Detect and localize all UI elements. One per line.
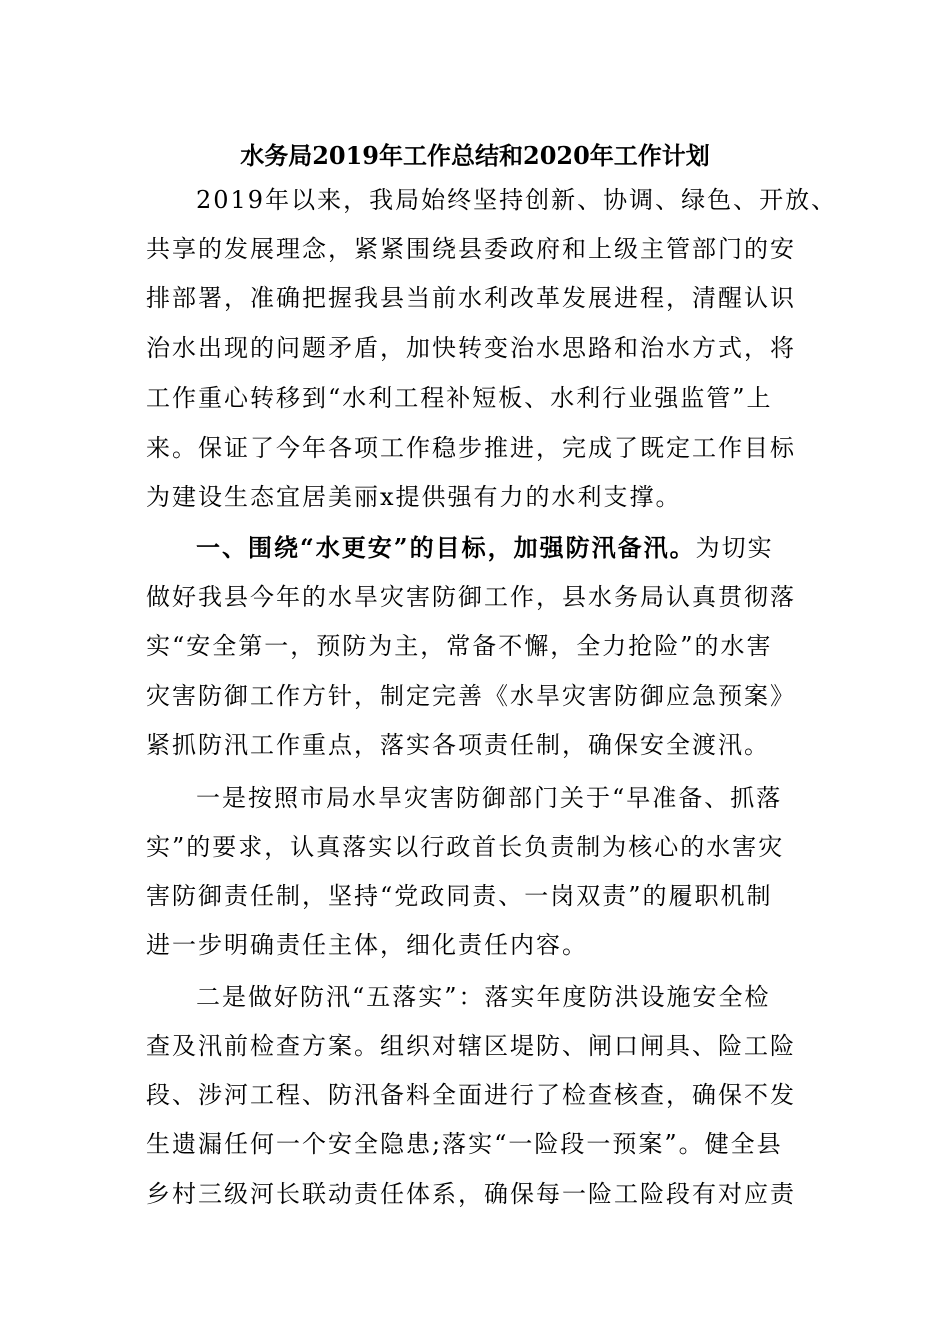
paragraph-text: 为切实 <box>695 534 774 562</box>
paragraph-line: 害防御责任制，坚持“党政同责、一岗双责”的履职机制 <box>146 882 773 910</box>
paragraph-line: 一是按照市局水旱灾害防御部门关于“早准备、抓落 <box>196 784 783 812</box>
paragraph-line: 排部署，准确把握我县当前水利改革发展进程，清醒认识 <box>146 284 796 312</box>
paragraph-line: 进一步明确责任主体，细化责任内容。 <box>146 931 588 959</box>
paragraph-line: 生遗漏任何一个安全隐患;落实“一险段一预案”。健全县 <box>146 1130 783 1158</box>
paragraph-line: 做好我县今年的水旱灾害防御工作，县水务局认真贯彻落 <box>146 583 796 611</box>
document-title: 水务局2019年工作总结和2020年工作计划 <box>240 141 710 170</box>
paragraph-line: 为建设生态宜居美丽x提供强有力的水利支撑。 <box>146 483 682 511</box>
section-heading: 一、围绕“水更安”的目标，加强防汛备汛。 <box>196 533 696 562</box>
paragraph-line: 二是做好防汛“五落实”：落实年度防洪设施安全检 <box>196 983 771 1011</box>
paragraph-line: 实“安全第一，预防为主，常备不懈，全力抢险”的水害 <box>146 632 773 660</box>
paragraph-line: 灾害防御工作方针，制定完善《水旱灾害防御应急预案》 <box>146 682 796 710</box>
paragraph-line: 紧抓防汛工作重点，落实各项责任制，确保安全渡汛。 <box>146 731 770 759</box>
paragraph-line: 工作重心转移到“水利工程补短板、水利行业强监管”上 <box>146 384 773 412</box>
paragraph-line: 来。保证了今年各项工作稳步推进，完成了既定工作目标 <box>146 434 796 462</box>
section-heading-line <box>196 528 774 568</box>
paragraph-line: 2019年以来，我局始终坚持创新、协调、绿色、开放、 <box>196 186 838 214</box>
paragraph-line: 查及汛前检查方案。组织对辖区堤防、闸口闸具、险工险 <box>146 1032 796 1060</box>
paragraph-line: 实”的要求，认真落实以行政首长负责制为核心的水害灾 <box>146 833 785 861</box>
paragraph-line: 段、涉河工程、防汛备料全面进行了检查核查，确保不发 <box>146 1081 796 1109</box>
paragraph-line: 乡村三级河长联动责任体系，确保每一险工险段有对应责 <box>146 1180 796 1208</box>
paragraph-line: 共享的发展理念，紧紧围绕县委政府和上级主管部门的安 <box>146 235 796 263</box>
paragraph-line: 治水出现的问题矛盾，加快转变治水思路和治水方式，将 <box>146 334 796 362</box>
